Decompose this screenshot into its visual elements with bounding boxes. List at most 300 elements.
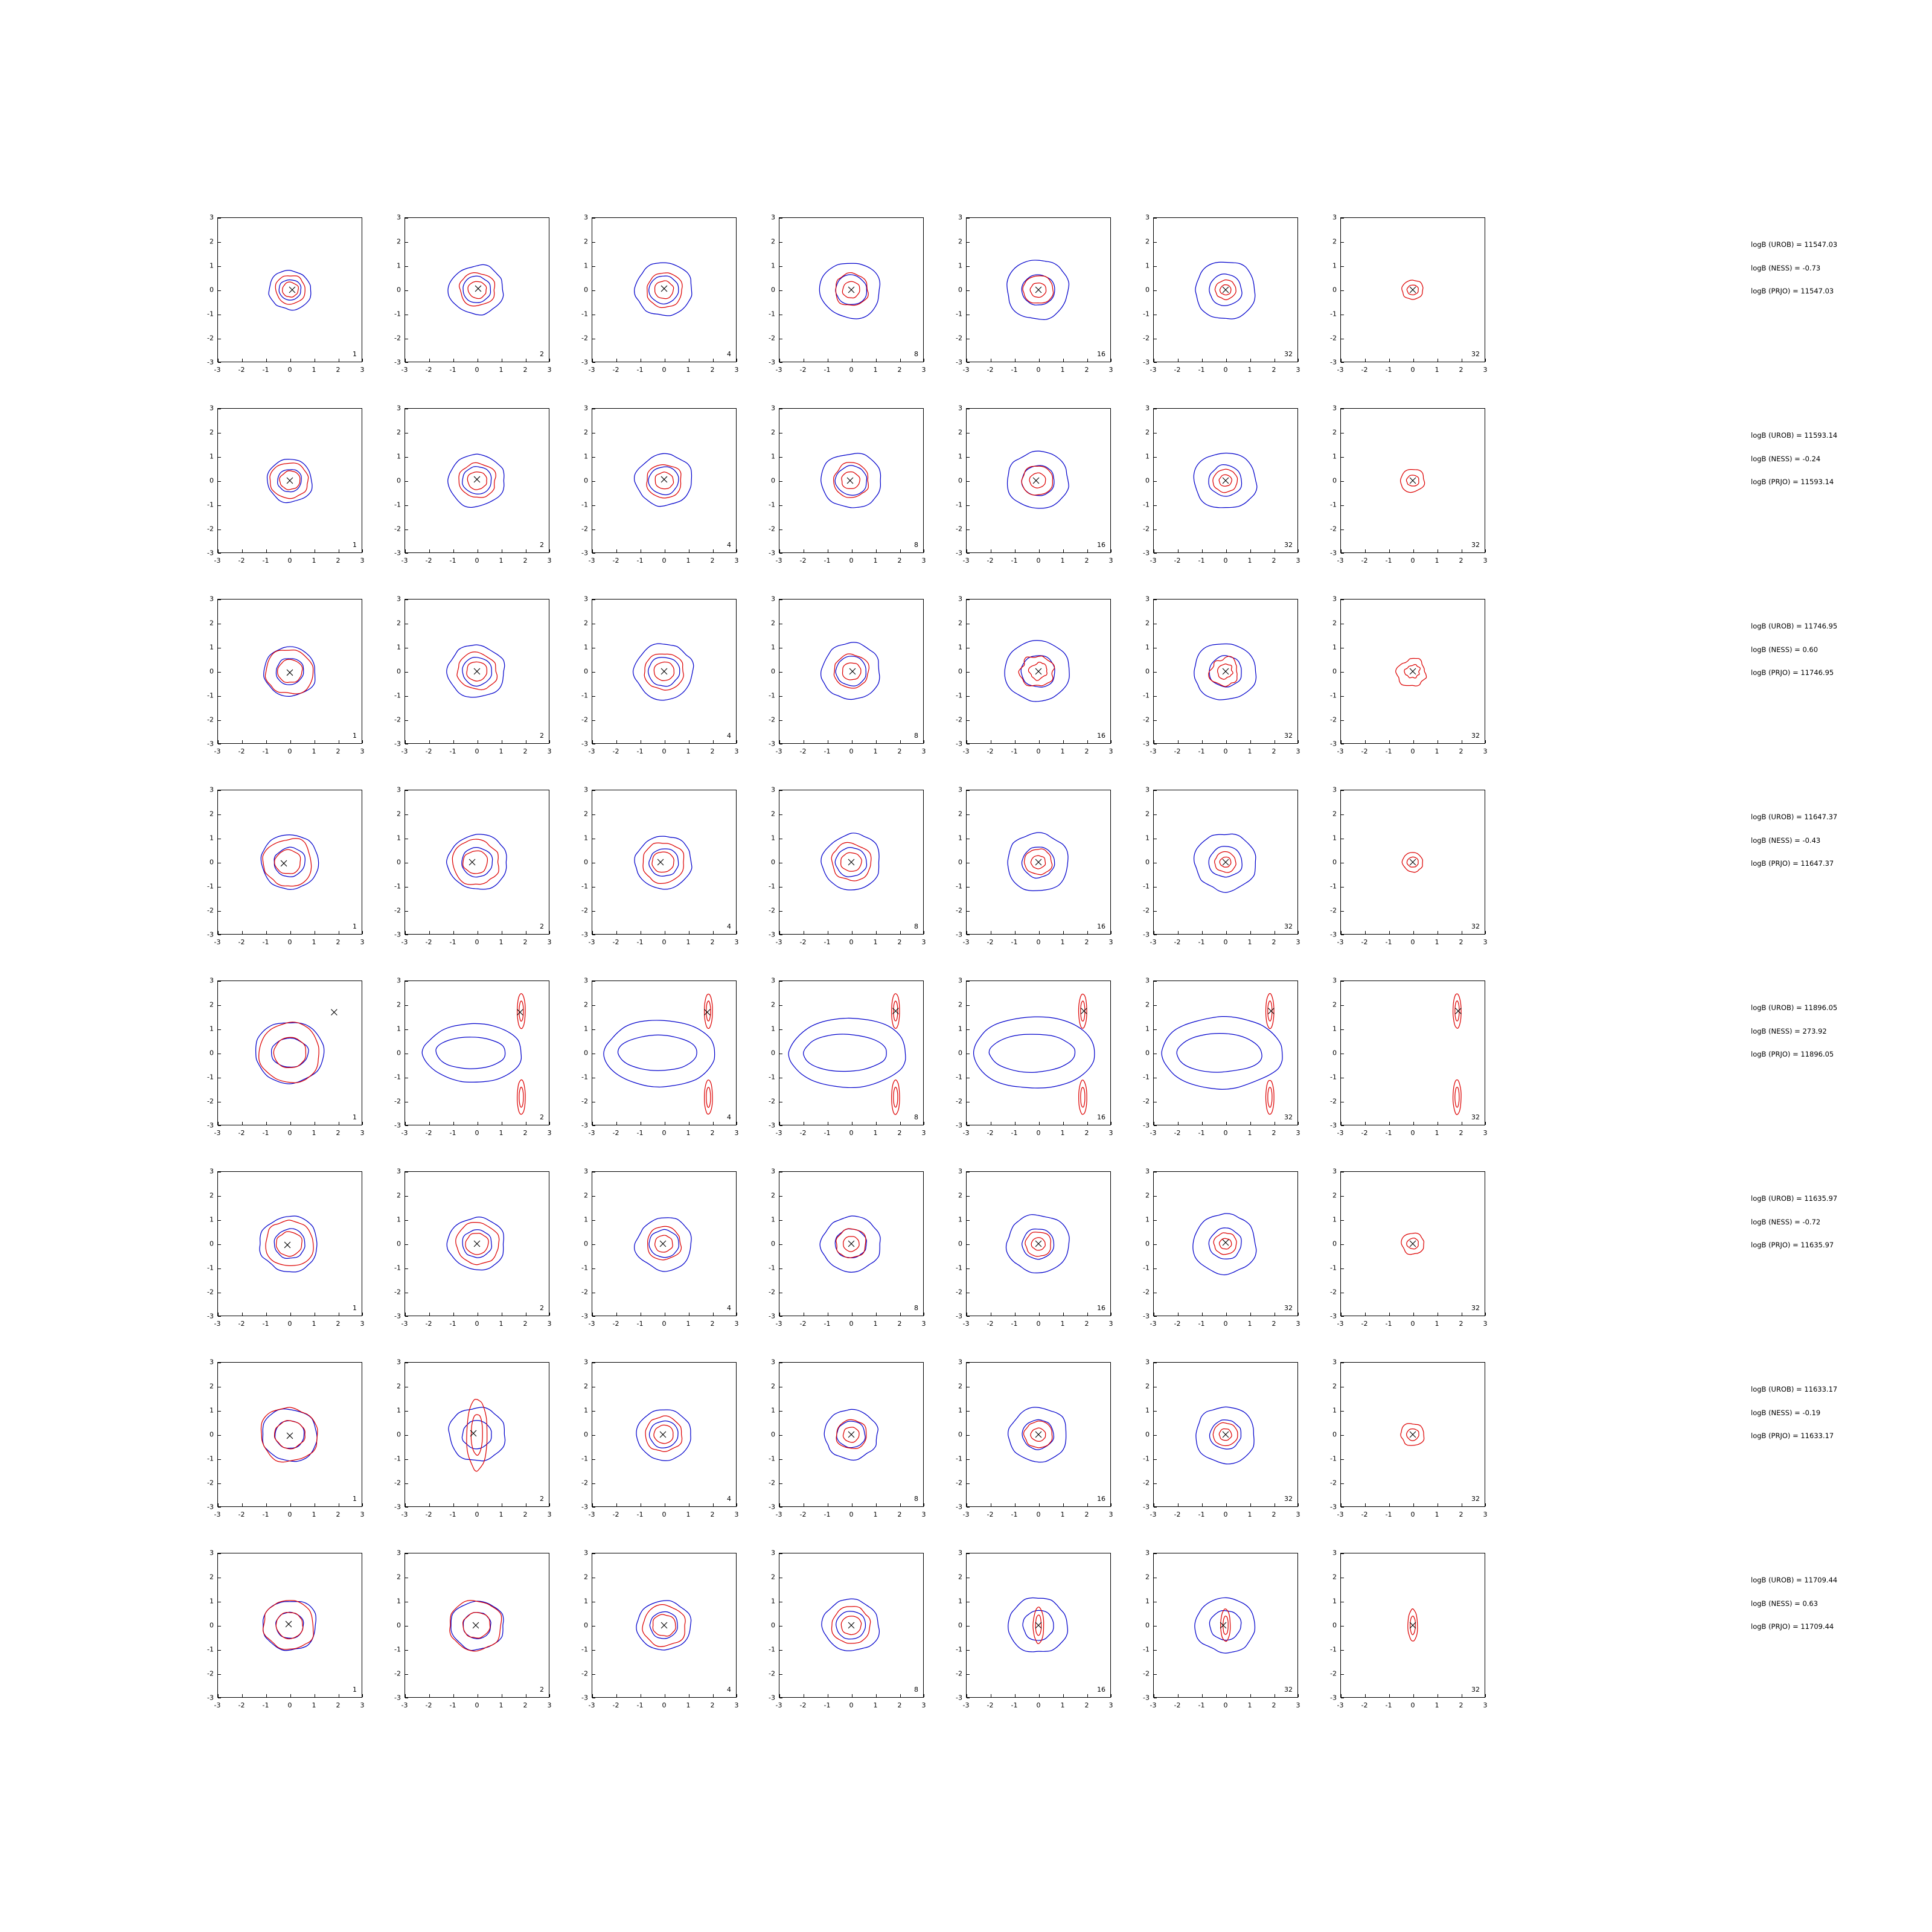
plot-area[interactable] (1340, 599, 1485, 744)
subplot-panel[interactable] (386, 976, 552, 1144)
plot-area[interactable] (217, 1171, 362, 1316)
y-tick-label: 0 (771, 667, 775, 676)
x-tick-label: -3 (214, 1511, 221, 1518)
y-tick-label: -2 (207, 334, 214, 342)
subplot-panel[interactable] (761, 1549, 926, 1716)
x-tick-label: 3 (1296, 1701, 1300, 1709)
subplot-panel[interactable] (1135, 785, 1300, 953)
plot-area[interactable] (1153, 790, 1298, 935)
plot-area[interactable] (1153, 1171, 1298, 1316)
plot-area[interactable] (592, 980, 737, 1125)
x-tickmark (429, 931, 430, 934)
y-tick-label: -1 (207, 1264, 214, 1272)
y-tick-label: -2 (581, 334, 588, 342)
y-tick-label: -3 (581, 1312, 588, 1320)
y-tickmark (592, 1220, 595, 1221)
subplot-panel[interactable] (386, 1167, 552, 1334)
row-statistics (1751, 623, 1932, 693)
plot-area[interactable] (217, 1362, 362, 1507)
red-contour (834, 654, 869, 688)
subplot-panel[interactable] (1322, 595, 1488, 762)
y-tickmark (967, 887, 970, 888)
panel-count-label: 8 (914, 1686, 918, 1694)
subplot-panel[interactable] (1322, 1549, 1488, 1716)
x-tick-label: 1 (312, 1701, 316, 1709)
truth-marker-x (849, 668, 856, 674)
plot-area[interactable] (1340, 1553, 1485, 1698)
y-tickmark (967, 457, 970, 458)
x-tick-label: 0 (475, 1320, 479, 1328)
blue-contour (1006, 1215, 1069, 1273)
y-tickmark (218, 529, 221, 530)
x-tick-label: 1 (499, 1511, 504, 1518)
x-tickmark (453, 1503, 454, 1506)
y-tick-label: 1 (210, 1215, 214, 1224)
x-tick-label: 0 (849, 1511, 854, 1518)
x-tick-label: 2 (1459, 747, 1463, 755)
subplot-panel[interactable] (1135, 976, 1300, 1144)
y-tick-label: 1 (210, 1406, 214, 1415)
subplot-panel[interactable] (199, 595, 365, 762)
blue-contour (649, 276, 679, 304)
y-tick-label: 3 (771, 976, 775, 985)
y-tick-label: 0 (1332, 1239, 1337, 1248)
x-tick-label: 2 (523, 366, 528, 374)
x-tick-label: 2 (1271, 1320, 1276, 1328)
subplot-panel[interactable] (761, 213, 926, 380)
blue-contour (1162, 1017, 1282, 1090)
plot-area[interactable] (217, 790, 362, 935)
plot-area[interactable] (1153, 217, 1298, 362)
plot-area[interactable] (405, 1553, 549, 1698)
subplot-panel[interactable] (761, 595, 926, 762)
red-contour (273, 1037, 305, 1067)
x-tickmark (1365, 359, 1366, 362)
x-tickmark (290, 359, 291, 362)
subplot-panel[interactable] (199, 976, 365, 1144)
x-tickmark (1413, 1503, 1414, 1506)
plot-area[interactable] (405, 1171, 549, 1316)
x-tick-label: -2 (987, 557, 994, 565)
plot-area[interactable] (966, 408, 1111, 553)
y-tick-label: -1 (956, 1264, 962, 1272)
subplot-panel[interactable] (386, 213, 552, 380)
y-tick-label: 1 (958, 643, 962, 651)
y-tickmark (967, 553, 970, 554)
y-tickmark (592, 242, 595, 243)
y-tickmark (218, 1459, 221, 1460)
y-tickmark (592, 720, 595, 721)
plot-area[interactable] (217, 1553, 362, 1698)
x-tick-label: 1 (1247, 1511, 1252, 1518)
x-tick-label: 1 (1060, 557, 1065, 565)
x-tick-label: -2 (612, 1320, 619, 1328)
subplot-panel[interactable] (386, 595, 552, 762)
subplot-panel[interactable] (574, 404, 739, 571)
x-tick-label: 3 (360, 1511, 365, 1518)
x-tick-label: -2 (1361, 1511, 1368, 1518)
x-tickmark (1341, 549, 1342, 552)
x-tick-label: -1 (636, 1320, 644, 1328)
x-tick-label: -1 (1011, 366, 1018, 374)
subplot-panel[interactable] (761, 976, 926, 1144)
x-tick-label: -3 (1337, 747, 1344, 755)
subplot-panel[interactable] (1135, 404, 1300, 571)
y-tickmark (218, 1005, 221, 1006)
y-tick-label: 3 (1332, 213, 1337, 222)
subplot-panel[interactable] (761, 404, 926, 571)
plot-area[interactable] (592, 1171, 737, 1316)
plot-area[interactable] (592, 408, 737, 553)
x-tick-label: -3 (214, 366, 221, 374)
plot-area[interactable] (1340, 1362, 1485, 1507)
plot-area[interactable] (779, 790, 924, 935)
subplot-panel[interactable] (761, 785, 926, 953)
y-tickmark (1341, 790, 1344, 791)
plot-area[interactable] (1153, 599, 1298, 744)
x-tickmark (1226, 740, 1227, 743)
plot-area[interactable] (1340, 790, 1485, 935)
y-tick-label: 1 (958, 1406, 962, 1415)
subplot-panel[interactable] (386, 1549, 552, 1716)
y-tick-label: 1 (771, 1406, 775, 1415)
subplot-panel[interactable] (948, 785, 1113, 953)
plot-area[interactable] (1340, 408, 1485, 553)
x-tick-label: -2 (1174, 1511, 1181, 1518)
x-tick-label: 1 (499, 1129, 504, 1137)
subplot-panel[interactable] (948, 595, 1113, 762)
x-tickmark (876, 1122, 877, 1125)
x-tickmark (616, 1122, 617, 1125)
subplot-panel[interactable] (761, 1358, 926, 1525)
plot-area[interactable] (779, 1171, 924, 1316)
plot-area[interactable] (966, 599, 1111, 744)
y-tick-label: 0 (210, 1049, 214, 1057)
y-tick-label: 2 (584, 1000, 588, 1009)
x-tickmark (616, 1694, 617, 1697)
plot-area[interactable] (779, 408, 924, 553)
subplot-panel[interactable] (574, 976, 739, 1144)
plot-area[interactable] (405, 790, 549, 935)
plot-area[interactable] (592, 217, 737, 362)
subplot-panel[interactable] (1135, 213, 1300, 380)
x-tick-label: 1 (686, 1701, 691, 1709)
y-tick-label: 0 (584, 476, 588, 485)
x-tickmark (1178, 359, 1179, 362)
plot-area[interactable] (966, 217, 1111, 362)
y-tick-label: -1 (207, 1645, 214, 1654)
x-tickmark (1485, 740, 1486, 743)
x-tick-label: -3 (1150, 1701, 1157, 1709)
subplot-panel[interactable] (574, 595, 739, 762)
y-tick-label: 2 (1145, 810, 1150, 818)
plot-area[interactable] (217, 599, 362, 744)
x-tickmark (1413, 359, 1414, 362)
x-tickmark (1341, 359, 1342, 362)
subplot-panel[interactable] (574, 213, 739, 380)
plot-area[interactable] (217, 217, 362, 362)
y-tick-label: -3 (769, 740, 775, 748)
subplot-panel[interactable] (761, 1167, 926, 1334)
plot-area[interactable] (966, 790, 1111, 935)
y-tickmark (779, 1196, 782, 1197)
subplot-panel[interactable] (948, 1549, 1113, 1716)
y-tick-label: -1 (769, 310, 775, 318)
y-tickmark (405, 1268, 408, 1269)
y-tickmark (1341, 672, 1344, 673)
x-tick-label: 2 (336, 366, 341, 374)
plot-area[interactable] (1153, 1362, 1298, 1507)
plot-area[interactable] (779, 1553, 924, 1698)
subplot-panel[interactable] (948, 1358, 1113, 1525)
y-tickmark (1154, 1411, 1157, 1412)
plot-area[interactable] (1340, 980, 1485, 1125)
red-contour (263, 839, 312, 886)
y-tickmark (405, 720, 408, 721)
plot-area[interactable] (966, 1362, 1111, 1507)
blue-contour (821, 453, 881, 508)
x-tick-label: -2 (1174, 1701, 1181, 1709)
y-tickmark (1154, 1268, 1157, 1269)
blue-contour (274, 1229, 305, 1258)
x-tick-label: 0 (475, 938, 479, 946)
y-tickmark (218, 887, 221, 888)
x-tickmark (1111, 359, 1112, 362)
y-tick-label: 2 (1332, 1000, 1337, 1009)
x-tick-label: 1 (312, 366, 316, 374)
subplot-panel[interactable] (386, 404, 552, 571)
subplot-panel[interactable] (1322, 785, 1488, 953)
y-tick-label: 1 (771, 1215, 775, 1224)
x-tick-label: 2 (1459, 938, 1463, 946)
y-tick-label: 0 (1145, 1049, 1150, 1057)
plot-area[interactable] (779, 217, 924, 362)
y-tickmark (218, 1220, 221, 1221)
subplot-panel[interactable] (199, 213, 365, 380)
x-tickmark (266, 931, 267, 934)
y-tickmark (218, 720, 221, 721)
blue-contour (821, 833, 879, 890)
x-tick-label: 0 (662, 1511, 667, 1518)
y-tick-label: -3 (1330, 1694, 1337, 1702)
x-tick-label: 3 (734, 1701, 739, 1709)
subplot-panel[interactable] (948, 213, 1113, 380)
y-tick-label: -1 (394, 1454, 401, 1463)
x-tickmark (266, 1694, 267, 1697)
x-tick-label: -3 (962, 938, 970, 946)
row-statistics (1751, 432, 1932, 502)
plot-area[interactable] (405, 217, 549, 362)
y-tick-label: 3 (1145, 1358, 1150, 1366)
subplot-panel[interactable] (1322, 976, 1488, 1144)
y-tickmark (967, 1125, 970, 1126)
x-tick-label: 3 (1483, 366, 1488, 374)
panel-count-label: 16 (1097, 1113, 1105, 1121)
y-tick-label: -1 (394, 1645, 401, 1654)
subplot-panel[interactable] (948, 1167, 1113, 1334)
y-tickmark (967, 362, 970, 363)
plot-area[interactable] (405, 1362, 549, 1507)
plot-area[interactable] (779, 1362, 924, 1507)
plot-area[interactable] (779, 980, 924, 1125)
x-tick-label: -3 (1337, 557, 1344, 565)
x-tickmark (549, 740, 550, 743)
y-tickmark (779, 290, 782, 291)
y-tick-label: 1 (397, 834, 401, 842)
x-tickmark (362, 549, 363, 552)
subplot-panel[interactable] (574, 1358, 739, 1525)
subplot-panel[interactable] (199, 1167, 365, 1334)
x-tick-label: 3 (734, 1320, 739, 1328)
stat-logb-prjo: logB (PRJO) = 11647.37 (1751, 859, 1834, 868)
plot-area[interactable] (592, 599, 737, 744)
x-tickmark (242, 931, 243, 934)
y-tick-label: 1 (210, 452, 214, 461)
y-tickmark (779, 911, 782, 912)
x-tick-label: 1 (1247, 747, 1252, 755)
y-tickmark (967, 1268, 970, 1269)
y-tick-label: -2 (581, 1097, 588, 1105)
subplot-panel[interactable] (199, 785, 365, 953)
x-tick-label: 2 (523, 557, 528, 565)
subplot-panel[interactable] (1135, 595, 1300, 762)
y-tick-label: -2 (581, 525, 588, 533)
subplot-panel[interactable] (948, 976, 1113, 1144)
plot-area[interactable] (1153, 1553, 1298, 1698)
stat-logb-ness: logB (NESS) = -0.19 (1751, 1408, 1821, 1417)
x-tickmark (218, 1503, 219, 1506)
subplot-panel[interactable] (574, 1167, 739, 1334)
x-tick-label: 1 (686, 557, 691, 565)
plot-area[interactable] (217, 408, 362, 553)
plot-area[interactable] (217, 980, 362, 1125)
red-contour (467, 472, 487, 490)
subplot-panel[interactable] (1322, 213, 1488, 380)
x-tick-label: -3 (401, 557, 408, 565)
x-tickmark (1063, 549, 1064, 552)
x-tick-label: -2 (1174, 747, 1181, 755)
subplot-panel[interactable] (1135, 1549, 1300, 1716)
panel-count-label: 16 (1097, 1686, 1105, 1694)
x-tickmark (1341, 1503, 1342, 1506)
red-contour (517, 1080, 525, 1114)
x-tick-label: 3 (1296, 938, 1300, 946)
subplot-panel[interactable] (1135, 1358, 1300, 1525)
x-tickmark (1341, 740, 1342, 743)
plot-area[interactable] (592, 1362, 737, 1507)
x-tick-label: 1 (873, 938, 878, 946)
plot-area[interactable] (592, 790, 737, 935)
subplot-panel[interactable] (1322, 1167, 1488, 1334)
plot-area[interactable] (966, 980, 1111, 1125)
x-tickmark (876, 359, 877, 362)
subplot-panel[interactable] (199, 404, 365, 571)
plot-area[interactable] (966, 1553, 1111, 1698)
x-tick-label: 3 (921, 1701, 926, 1709)
x-tick-label: 0 (1223, 557, 1228, 565)
y-tickmark (1154, 887, 1157, 888)
subplot-panel[interactable] (574, 785, 739, 953)
plot-area[interactable] (779, 599, 924, 744)
red-contour (1266, 993, 1274, 1028)
subplot-panel[interactable] (574, 1549, 739, 1716)
y-tick-label: -2 (207, 1669, 214, 1678)
x-tickmark (779, 740, 780, 743)
panel-count-label: 4 (727, 350, 731, 358)
subplot-panel[interactable] (386, 1358, 552, 1525)
plot-area[interactable] (1153, 408, 1298, 553)
y-tick-label: 0 (397, 1621, 401, 1630)
y-tick-label: 1 (1332, 834, 1337, 842)
y-tickmark (405, 1316, 408, 1317)
y-tickmark (967, 290, 970, 291)
plot-area[interactable] (1340, 217, 1485, 362)
y-tick-label: 1 (1145, 834, 1150, 842)
x-tickmark (1389, 1503, 1390, 1506)
red-contour (283, 282, 299, 297)
blue-contour (436, 1037, 505, 1069)
row-statistics (1751, 1005, 1932, 1075)
plot-area[interactable] (966, 1171, 1111, 1316)
y-tickmark (779, 1029, 782, 1030)
y-tick-label: 2 (210, 428, 214, 437)
red-contour (270, 463, 309, 499)
subplot-panel[interactable] (1135, 1167, 1300, 1334)
y-tick-label: 1 (1332, 643, 1337, 651)
y-tickmark (405, 1411, 408, 1412)
x-tickmark (1485, 1122, 1486, 1125)
plot-area[interactable] (1153, 980, 1298, 1125)
x-tick-label: -1 (1385, 1320, 1392, 1328)
subplot-panel[interactable] (948, 404, 1113, 571)
x-tick-label: -1 (449, 1320, 456, 1328)
x-tickmark (1178, 1694, 1179, 1697)
y-tickmark (1341, 1005, 1344, 1006)
truth-marker-x (848, 1431, 854, 1438)
plot-area[interactable] (1340, 1171, 1485, 1316)
y-tick-label: -3 (1143, 549, 1150, 557)
blue-contour (1008, 1407, 1066, 1462)
plot-area[interactable] (405, 599, 549, 744)
plot-area[interactable] (405, 408, 549, 553)
y-tick-label: 0 (1332, 1621, 1337, 1630)
x-tick-label: -1 (449, 938, 456, 946)
x-tickmark (876, 1313, 877, 1316)
x-tick-label: 2 (710, 1701, 715, 1709)
y-tick-label: -3 (769, 549, 775, 557)
subplot-panel[interactable] (199, 1549, 365, 1716)
plot-area[interactable] (405, 980, 549, 1125)
x-tick-label: -2 (1361, 1129, 1368, 1137)
y-tick-label: -1 (581, 1264, 588, 1272)
red-contour (655, 1235, 673, 1252)
y-tick-label: -3 (207, 740, 214, 748)
y-tickmark (405, 1507, 408, 1508)
subplot-panel[interactable] (199, 1358, 365, 1525)
subplot-panel[interactable] (1322, 404, 1488, 571)
y-tickmark (967, 505, 970, 506)
y-tick-label: 2 (397, 1000, 401, 1009)
x-tick-label: 1 (312, 747, 316, 755)
plot-area[interactable] (592, 1553, 737, 1698)
x-tick-label: 0 (1410, 747, 1415, 755)
x-tick-label: 2 (1271, 1701, 1276, 1709)
x-tick-label: -1 (1385, 1129, 1392, 1137)
subplot-panel[interactable] (1322, 1358, 1488, 1525)
y-tick-label: -2 (1143, 906, 1150, 915)
subplot-panel[interactable] (386, 785, 552, 953)
y-tickmark (779, 362, 782, 363)
